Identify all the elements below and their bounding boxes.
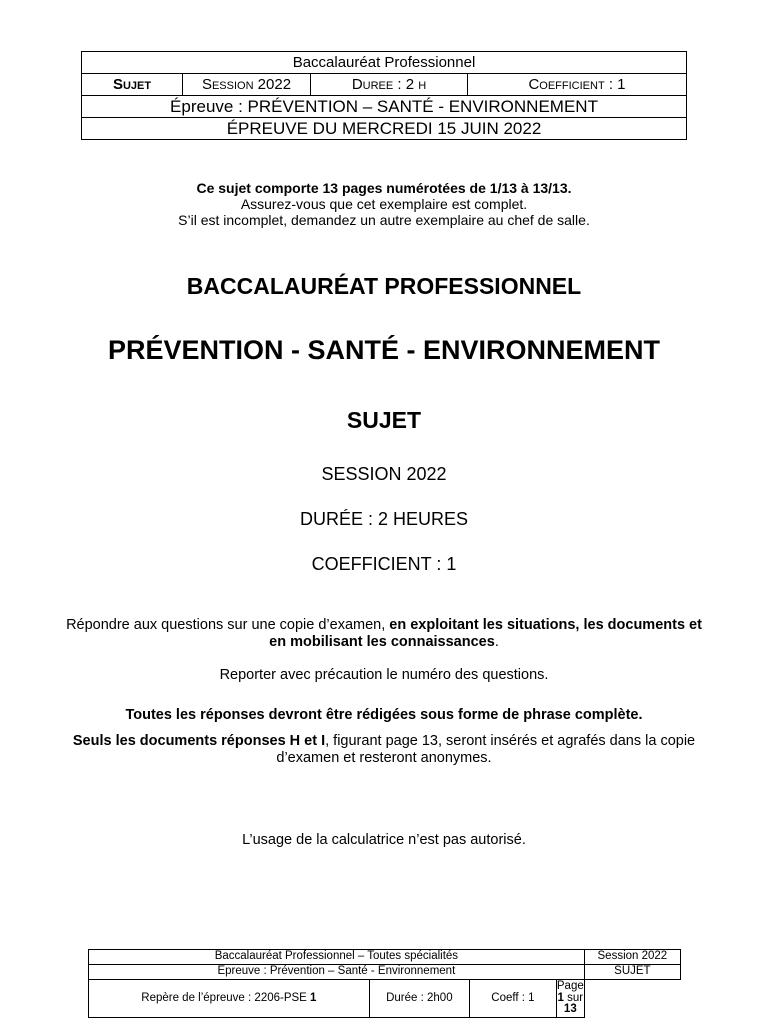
instruction-report: Reporter avec précaution le numéro des questions. — [219, 667, 549, 683]
header-epreuve: Épreuve : PRÉVENTION – SANTÉ - ENVIRONNEMENT — [82, 96, 687, 118]
header-session: Session 2022 — [183, 74, 311, 96]
footer-repere: Repère de l’épreuve : 2206-PSE 1 — [89, 980, 370, 1018]
footer-session: Session 2022 — [584, 950, 680, 965]
intro-incomplete: S’il est incomplet, demandez un autre exemplaire au chef de salle. — [178, 212, 590, 228]
instruction-calculator: L’usage de la calculatrice n’est pas autorisé. — [242, 832, 526, 848]
header-table — [81, 51, 687, 140]
intro-check: Assurez-vous que cet exemplaire est complet. — [240, 196, 528, 212]
instruction-respond: Répondre aux questions sur une copie d’examen, en exploitant les situations, les documents et en mobilisant les connaissances. — [66, 617, 702, 650]
footer-bac: Baccalauréat Professionnel – Toutes spécialités — [89, 950, 585, 965]
footer-epreuve: Epreuve : Prévention – Santé - Environnement — [89, 965, 585, 980]
title-sujet: SUJET — [346, 407, 422, 433]
footer-sujet: SUJET — [584, 965, 680, 980]
title-pse: PRÉVENTION - SANTÉ - ENVIRONNEMENT — [107, 335, 661, 365]
footer-duree: Durée : 2h00 — [369, 980, 469, 1018]
footer-coeff: Coeff : 1 — [469, 980, 556, 1018]
header-duree: Duree : 2 h — [311, 74, 468, 96]
intro-page-count: Ce sujet comporte 13 pages numérotées de 1/13 à 13/13. — [196, 180, 572, 196]
intro-block — [0, 180, 768, 228]
title-session: SESSION 2022 — [321, 464, 447, 484]
header-coefficient: Coefficient : 1 — [468, 74, 687, 96]
header-sujet: Sujet — [82, 74, 183, 96]
header-title: Baccalauréat Professionnel — [82, 52, 687, 74]
title-bac: BACCALAURÉAT PROFESSIONNEL — [186, 273, 582, 299]
footer-page: Page 1 sur 13 — [556, 980, 584, 1015]
title-coefficient: COEFFICIENT : 1 — [311, 554, 457, 574]
header-date: ÉPREUVE DU MERCREDI 15 JUIN 2022 — [82, 118, 687, 140]
instruction-documents: Seuls les documents réponses H et I, figurant page 13, seront insérés et agrafés dans la copie d’examen et resteront anonymes. — [72, 733, 696, 766]
footer-table — [88, 949, 681, 1018]
instruction-phrase: Toutes les réponses devront être rédigées sous forme de phrase complète. — [125, 707, 643, 723]
title-duree: DURÉE : 2 HEURES — [299, 509, 469, 529]
